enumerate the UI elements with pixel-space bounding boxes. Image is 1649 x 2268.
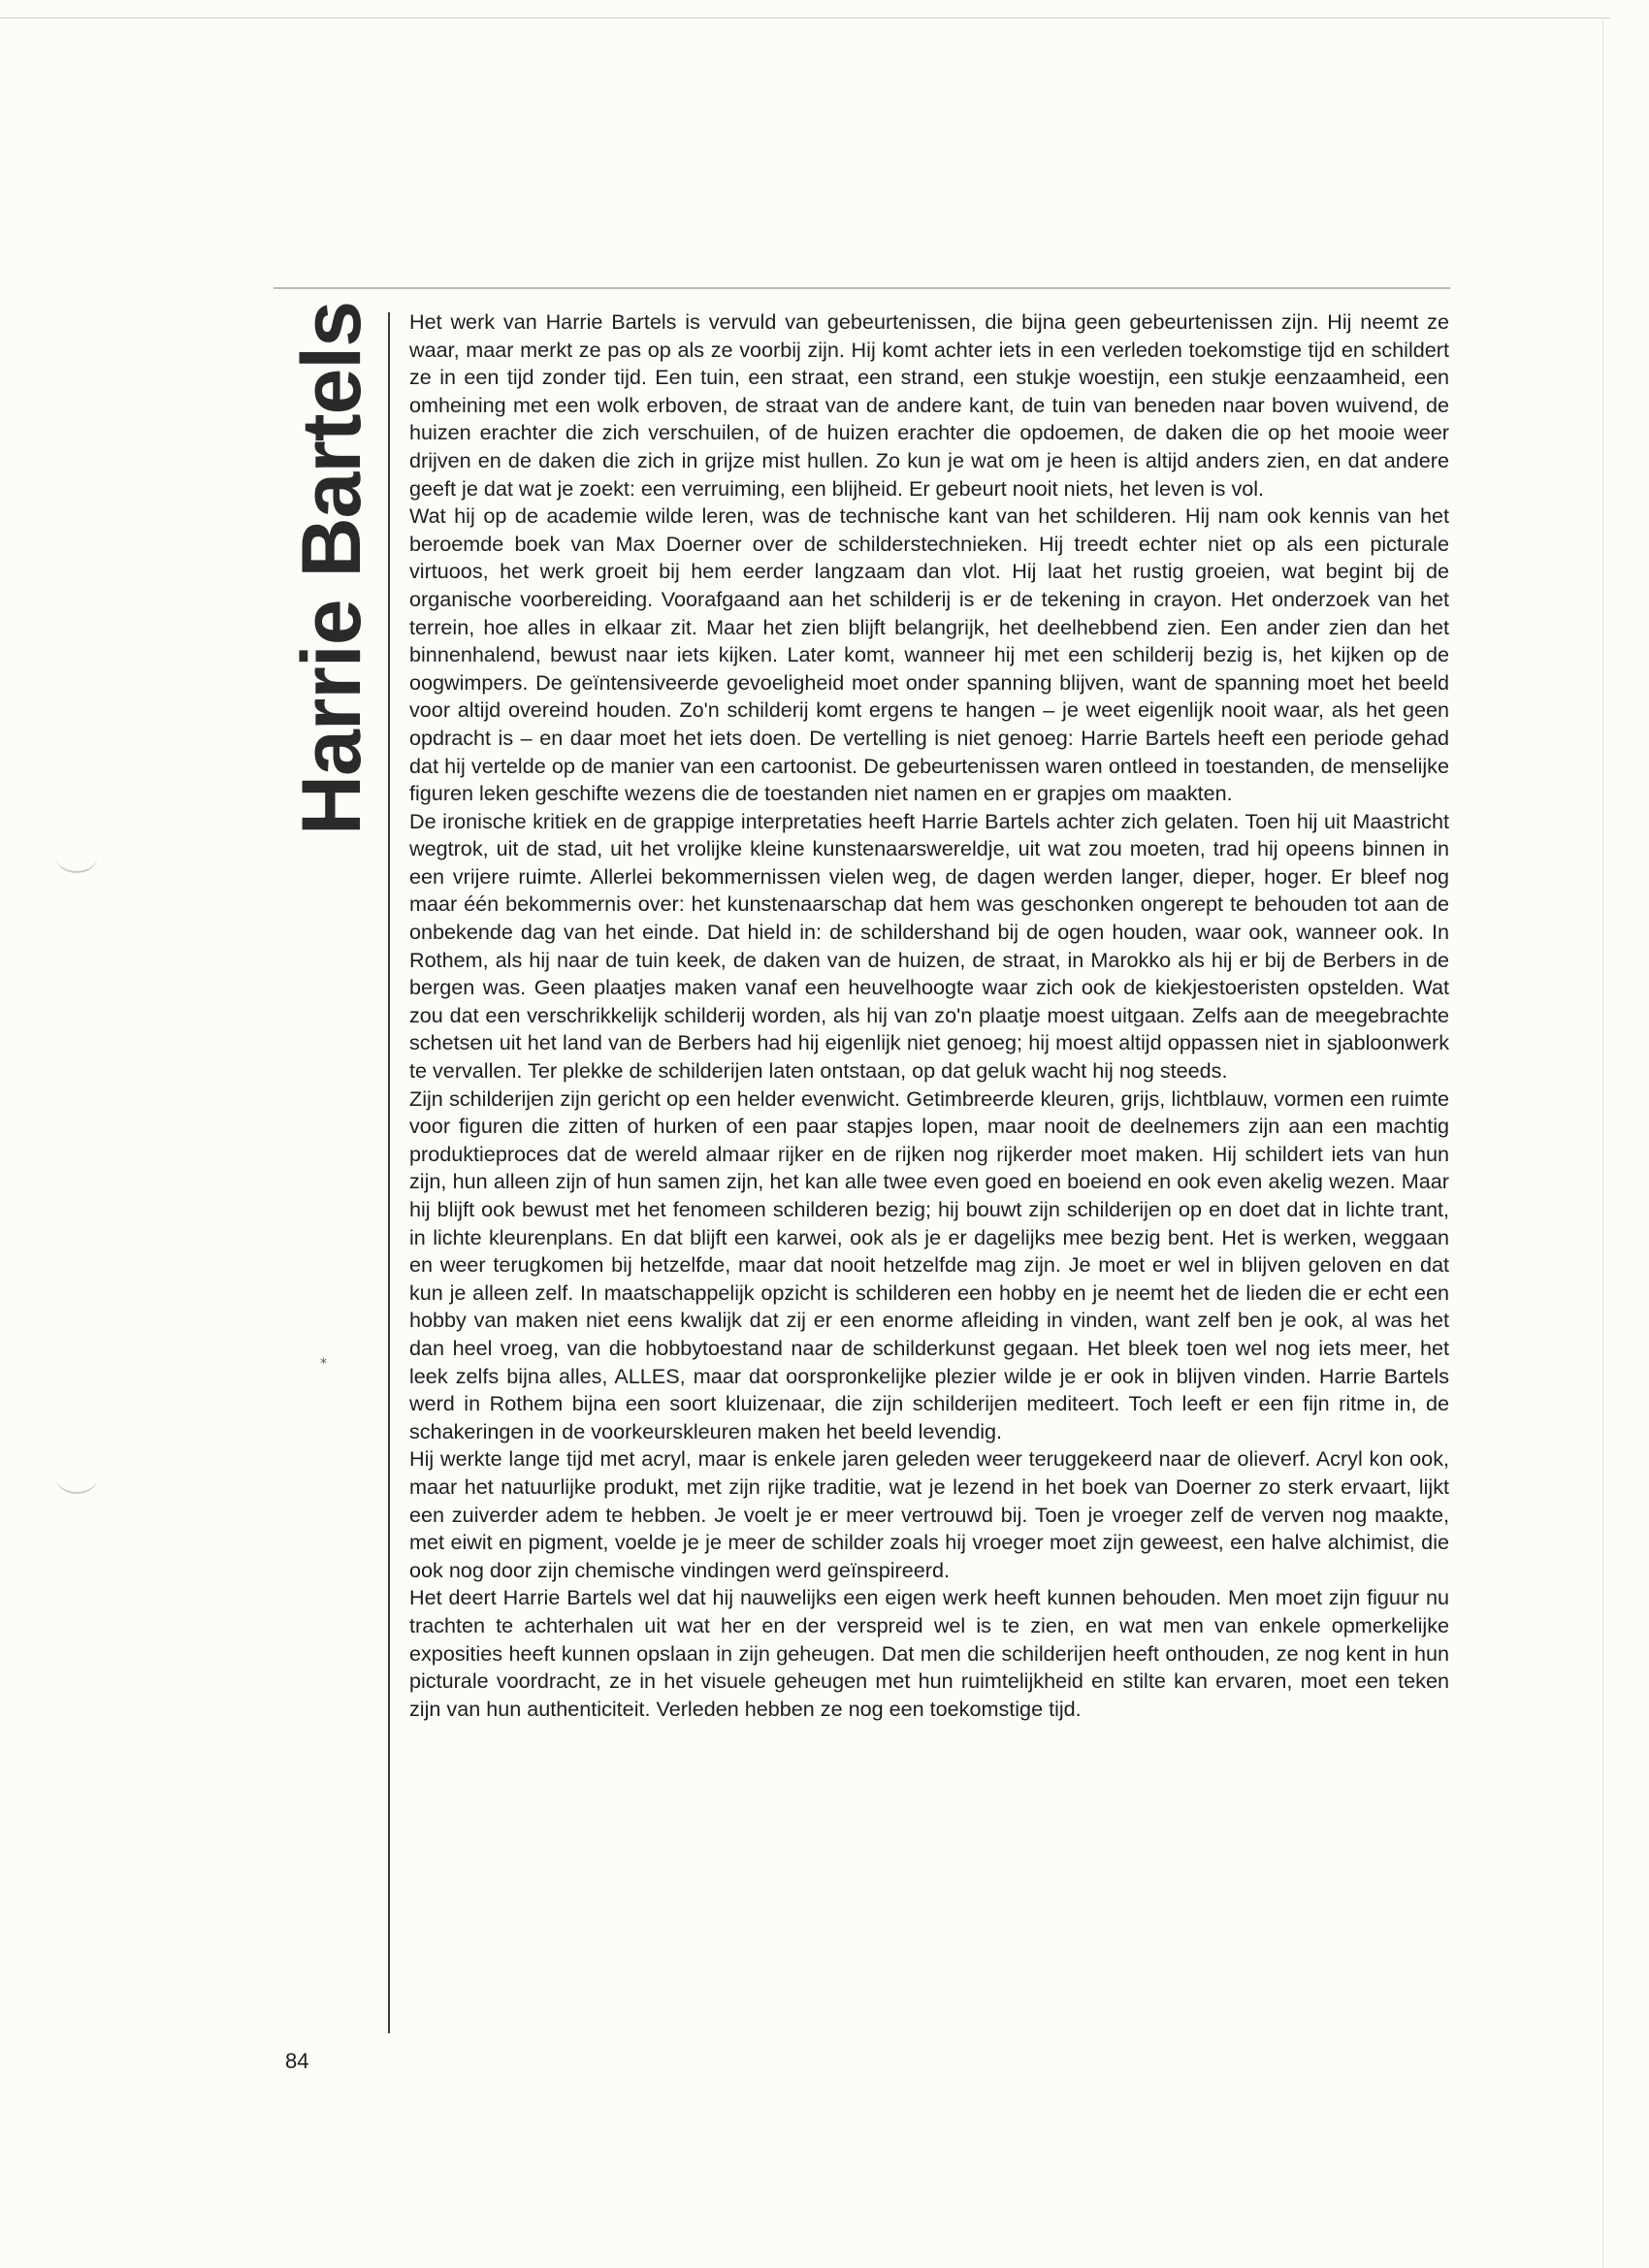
artist-name-text: Harrie Bartels [285,301,378,836]
punch-hole-lower [56,1463,97,1494]
page-number: 84 [285,2049,309,2073]
page-edge-right [1602,17,1603,2268]
article-paragraph-3: De ironische kritiek en de grappige interpretaties heeft Harrie Bartels achter zich gelaten. Toen hij uit Maastricht wegtrok, uit de stad, uit het vrolijke kleine kunstenaarswereldje, uit wat zou moeten, trad hij opeens binnen in een vrijere ruimte. Allerlei bekommernissen vielen weg, de dagen werden langer, dieper, hoger. Er bleef nog maar één bekommernis over: het kunstenaarschap dat hem was geschonken ongerept te behouden tot aan de onbekende dag van het einde. Dat hield in: de schildershand bij de ogen houden, waar ook, wanneer ook. In Rothem, als hij naar de tuin keek, de daken van de huizen, de straat, in Marokko als hij er bij de Berbers in de bergen was. Geen plaatjes maken vanaf een heuvelhoogte waar zich ook de kiekjestoeristen opstelden. Wat zou dat een verschrikkelijk schilderij worden, als hij van zo'n plaatje moest uitgaan. Zelfs aan de meegebrachte schetsen uit het land van de Berbers had hij eigenlijk niet genoeg; hij moest altijd oppassen niet in sjabloonwerk te vervallen. Ter plekke de schilderijen laten ontstaan, op dat geluk wacht hij nog steeds. [409,808,1449,1084]
page-edge-top [0,17,1610,18]
paper-speck: * [320,1356,327,1372]
article-paragraph-5: Hij werkte lange tijd met acryl, maar is enkele jaren geleden weer teruggekeerd naar de olieverf. Acryl kon ook, maar het natuurlijke produkt, met zijn rijke traditie, wat je lezend in het boek van Doerner zo sterk ervaart, lijkt een zuiverder adem te hebben. Je voelt je er meer vertrouwd bij. Toen je vroeger zelf de verven nog maakte, met eiwit en pigment, voelde je je meer de schilder zoals hij vroeger moet zijn geweest, een halve alchimist, die ook nog door zijn chemische vindingen werd geïnspireerd. [409,1446,1449,1582]
article-paragraph-4: Zijn schilderijen zijn gericht op een helder evenwicht. Getimbreerde kleuren, grijs, lichtblauw, vormen een ruimte voor figuren die zitten of hurken of een paar stapjes lopen, maar nooit de deelnemers zijn aan een machtig produktieproces dat de wereld almaar rijker en de rijken nog rijkerder moet maken. Hij schildert iets van hun zijn, hun alleen zijn of hun samen zijn, het kan alle twee even goed en boeiend en ook even akelig wezen. Maar hij blijft ook bewust met het fenomeen schilderen bezig; hij bouwt zijn schilderijen op en doet dat in lichte trant, in lichte kleurenplans. En dat blijft een karwei, ook als je er dagelijks mee bezig bent. Het is werken, weggaan en weer terugkomen bij hetzelfde, maar dat nooit hetzelfde mag zijn. Je moet er wel in blijven geloven en dat kun je alleen zelf. In maatschappelijk opzicht is schilderen een hobby en je neemt het de lieden die er echt een hobby van maken niet eens kwalijk dat zij er een enorme afleiding in vinden, want zelf ben je ook, al was het dan heel vroeg, van die hobbytoestand naar de schilderkunst gegaan. Het bleek toen wel nog iets meer, het leek zelfs bijna alles, ALLES, maar dat oorspronkelijke plezier wilde je er ook in blijven vinden. Harrie Bartels werd in Rothem bijna een soort kluizenaar, die zijn schilderijen mediteert. Toch leeft er een fijn ritme in, de schakeringen in de voorkeurskleuren maken het beeld levendig. [409,1085,1449,1443]
article-paragraph-2: Wat hij op de academie wilde leren, was de technische kant van het schilderen. Hij nam ook kennis van het beroemde boek van Max Doerner over de schilderstechnieken. Hij treedt echter niet op als een picturale virtuoos, het werk groeit bij hem eerder langzaam dan vlot. Hij laat het rustig groeien, wat begint bij de organische voorbereiding. Voorafgaand aan het schilderij is er de tekening in crayon. Het onderzoek van het terrein, hoe alles in elkaar zit. Maar het zien blijft belangrijk, het deelhebbend zien. Een ander zien dan het binnenhalend, bewust naar iets kijken. Later komt, wanneer hij met een schilderij bezig is, het kijken op de oogwimpers. De geïntensiveerde gevoeligheid moet onder spanning blijven, want de spanning moet het beeld voor altijd overeind houden. Zo'n schilderij komt ergens te hangen – je weet eigenlijk nooit waar, als het geen opdracht is – en daar moet het iets doen. De vertelling is niet genoeg: Harrie Bartels heeft een periode gehad dat hij vertelde op de manier van een cartoonist. De gebeurtenissen waren ontleed in toestanden, de menselijke figuren leken geschifte wezens die de toestanden niet namen en er grapjes om maakten. [409,503,1449,806]
article-paragraph-6: Het deert Harrie Bartels wel dat hij nauwelijks een eigen werk heeft kunnen behouden. Men moet zijn figuur nu trachten te achterhalen uit wat her en der verspreid wel is te zien, en wat men van enkele opmerkelijke exposities heeft kunnen opslaan in zijn geheugen. Dat men die schilderijen heeft onthouden, ze nog kent in hun picturale voordracht, ze in het visuele geheugen met hun ruimtelijkheid en stilte kan ervaren, moet een teken zijn van hun authenticiteit. Verleden hebben ze nog een toekomstige tijd. [409,1585,1449,1721]
top-rule [274,287,1450,289]
punch-hole-upper [56,842,97,873]
article-body [409,308,1449,1723]
vertical-rule [388,312,390,2033]
article-paragraph-1: Het werk van Harrie Bartels is vervuld van gebeurtenissen, die bijna geen gebeurtenissen zijn. Hij neemt ze waar, maar merkt ze pas op als ze voorbij zijn. Hij komt achter iets in een verleden toekomstige tijd en schildert ze in een tijd zonder tijd. Een tuin, een straat, een strand, een stukje woestijn, een stukje eenzaamheid, een omheining met een wolk erboven, de straat van de andere kant, de tuin van beneden naar boven wuivend, de huizen erachter die zich verschuilen, of de huizen erachter die opdoemen, de daken die op het mooie weer drijven en de daken die zich in grijze mist hullen. Zo kun je wat om je heen is altijd anders zien, en dat andere geeft je dat wat je zoekt: een verruiming, een blijheid. Er gebeurt nooit niets, het leven is vol. [409,309,1449,501]
